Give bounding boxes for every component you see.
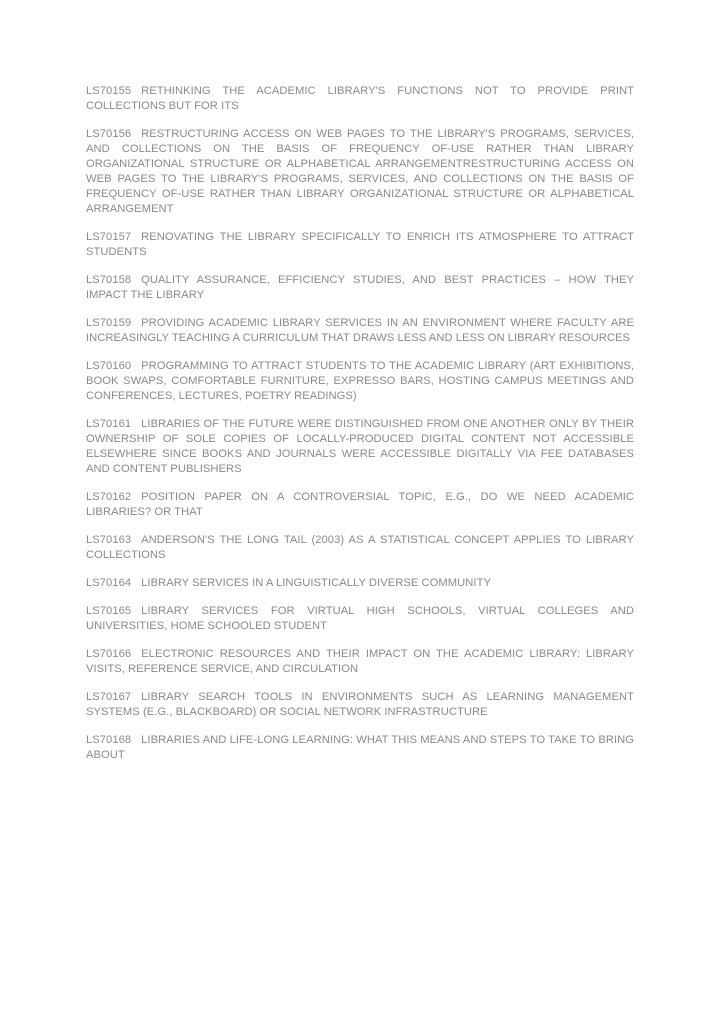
list-item — [86, 733, 634, 763]
topic-code: LS70164 — [86, 577, 132, 589]
topic-code: LS70162 — [86, 491, 132, 503]
topic-title: POSITION PAPER ON A CONTROVERSIAL TOPIC, E.G., DO WE NEED ACADEMIC LIBRARIES? OR THAT — [86, 491, 634, 518]
list-item — [86, 359, 634, 404]
topic-title: RESTRUCTURING ACCESS ON WEB PAGES TO THE LIBRARY'S PROGRAMS, SERVICES, AND COLLECTIONS ON THE BASIS OF FREQUENCY OF-USE RATHER THAN LIBRARY ORGANIZATIONAL STRUCTURE OR ALPHABETICAL ARRANGEMENTRESTRUCTURING ACCESS ON WEB PAGES TO THE LIBRARY'S PROGRAMS, SERVICES, AND COLLECTIONS ON THE BASIS OF FREQUENCY OF-USE RATHER THAN LIBRARY ORGANIZATIONAL STRUCTURE OR ALPHABETICAL ARRANGEMENT — [86, 128, 634, 215]
topic-title: LIBRARY SERVICES IN A LINGUISTICALLY DIVERSE COMMUNITY — [141, 577, 491, 589]
topic-code: LS70160 — [86, 360, 132, 372]
topic-title: ANDERSON'S THE LONG TAIL (2003) AS A STATISTICAL CONCEPT APPLIES TO LIBRARY COLLECTIONS — [86, 534, 634, 561]
list-item — [86, 230, 634, 260]
list-item — [86, 417, 634, 477]
topic-code: LS70158 — [86, 274, 132, 286]
list-item — [86, 647, 634, 677]
topic-title: PROGRAMMING TO ATTRACT STUDENTS TO THE ACADEMIC LIBRARY (ART EXHIBITIONS, BOOK SWAPS, COMFORTABLE FURNITURE, EXPRESSO BARS, HOSTING CAMPUS MEETINGS AND CONFERENCES, LECTURES, POETRY READINGS) — [86, 360, 634, 402]
topic-title: LIBRARIES AND LIFE-LONG LEARNING: WHAT THIS MEANS AND STEPS TO TAKE TO BRING ABOUT — [86, 734, 634, 761]
list-item — [86, 576, 634, 591]
list-item — [86, 273, 634, 303]
topic-code: LS70166 — [86, 648, 132, 660]
topic-code: LS70156 — [86, 128, 132, 140]
topic-code: LS70168 — [86, 734, 132, 746]
topic-code: LS70161 — [86, 418, 132, 430]
topic-title: RENOVATING THE LIBRARY SPECIFICALLY TO ENRICH ITS ATMOSPHERE TO ATTRACT STUDENTS — [86, 231, 634, 258]
list-item — [86, 316, 634, 346]
list-item — [86, 84, 634, 114]
list-item — [86, 533, 634, 563]
topic-title: RETHINKING THE ACADEMIC LIBRARY'S FUNCTIONS NOT TO PROVIDE PRINT COLLECTIONS BUT FOR ITS — [86, 85, 634, 112]
topic-title: PROVIDING ACADEMIC LIBRARY SERVICES IN AN ENVIRONMENT WHERE FACULTY ARE INCREASINGLY TEACHING A CURRICULUM THAT DRAWS LESS AND LESS ON LIBRARY RESOURCES — [86, 317, 634, 344]
topic-title: LIBRARIES OF THE FUTURE WERE DISTINGUISHED FROM ONE ANOTHER ONLY BY THEIR OWNERSHIP OF SOLE COPIES OF LOCALLY-PRODUCED DIGITAL CONTENT NOT ACCESSIBLE ELSEWHERE SINCE BOOKS AND JOURNALS WERE ACCESSIBLE DIGITALLY VIA FEE DATABASES AND CONTENT PUBLISHERS — [86, 418, 634, 475]
topic-code: LS70159 — [86, 317, 132, 329]
list-item — [86, 127, 634, 217]
topic-code: LS70165 — [86, 605, 132, 617]
topic-code: LS70163 — [86, 534, 132, 546]
list-item — [86, 604, 634, 634]
list-item — [86, 490, 634, 520]
topic-list — [86, 84, 634, 776]
topic-code: LS70167 — [86, 691, 132, 703]
topic-title: LIBRARY SERVICES FOR VIRTUAL HIGH SCHOOLS, VIRTUAL COLLEGES AND UNIVERSITIES, HOME SCHOOLED STUDENT — [86, 605, 634, 632]
topic-title: LIBRARY SEARCH TOOLS IN ENVIRONMENTS SUCH AS LEARNING MANAGEMENT SYSTEMS (E.G., BLACKBOARD) OR SOCIAL NETWORK INFRASTRUCTURE — [86, 691, 634, 718]
topic-code: LS70157 — [86, 231, 132, 243]
topic-code: LS70155 — [86, 85, 132, 97]
list-item — [86, 690, 634, 720]
topic-title: ELECTRONIC RESOURCES AND THEIR IMPACT ON THE ACADEMIC LIBRARY: LIBRARY VISITS, REFERENCE SERVICE, AND CIRCULATION — [86, 648, 634, 675]
topic-title: QUALITY ASSURANCE, EFFICIENCY STUDIES, AND BEST PRACTICES – HOW THEY IMPACT THE LIBRARY — [86, 274, 634, 301]
